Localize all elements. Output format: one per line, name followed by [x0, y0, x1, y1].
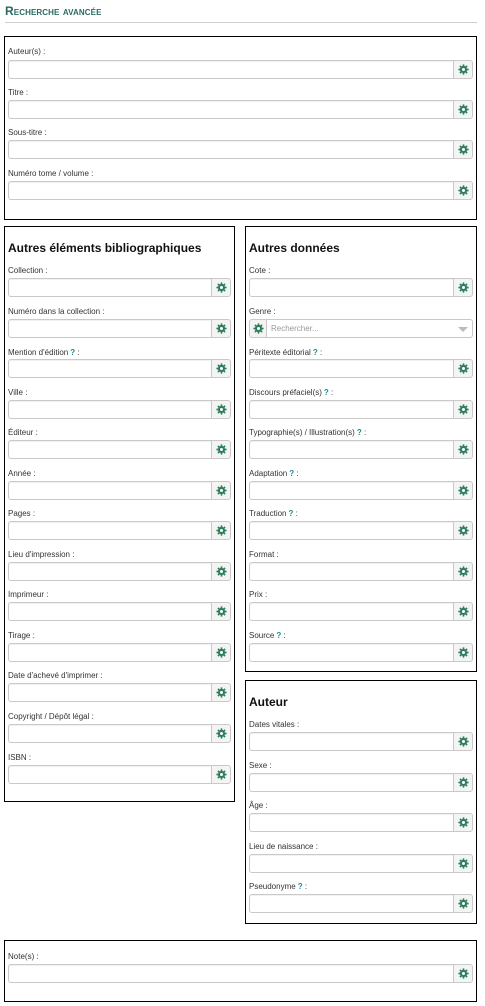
prefatory-discourse-label-text: Discours préfaciel(s)	[249, 388, 322, 397]
volume-number-label: Numéro tome / volume :	[8, 169, 94, 178]
collection-number-field	[8, 319, 231, 338]
adaptation-options-button[interactable]	[453, 481, 473, 500]
print-completion-date-field	[8, 683, 231, 702]
title-input[interactable]	[8, 100, 453, 119]
genre-select[interactable]	[249, 319, 473, 338]
printer-field	[8, 602, 231, 621]
editorial-peritext-label-text: Péritexte éditorial	[249, 348, 311, 357]
printer-options-button[interactable]	[211, 602, 231, 621]
edition-mention-label-text: Mention d'édition	[8, 348, 69, 357]
price-options-button[interactable]	[453, 602, 473, 621]
print-run-field	[8, 643, 231, 662]
prefatory-discourse-options-button[interactable]	[453, 400, 473, 419]
pseudonym-options-button[interactable]	[453, 894, 473, 913]
year-options-button[interactable]	[211, 481, 231, 500]
page-header	[5, 5, 477, 23]
copyright-options-button[interactable]	[211, 724, 231, 743]
print-place-options-button[interactable]	[211, 562, 231, 581]
isbn-input[interactable]	[8, 765, 211, 784]
gear-icon	[458, 485, 469, 496]
adaptation-label-suffix: :	[296, 469, 299, 478]
pages-label: Pages :	[8, 509, 36, 518]
pseudonym-label-text: Pseudonyme	[249, 882, 296, 891]
gear-icon	[458, 647, 469, 658]
isbn-label: ISBN :	[8, 753, 32, 762]
city-field	[8, 400, 231, 419]
edition-mention-options-button[interactable]	[211, 359, 231, 378]
format-options-button[interactable]	[453, 562, 473, 581]
birthplace-input[interactable]	[249, 854, 453, 873]
gear-icon	[458, 898, 469, 909]
title-options-button[interactable]	[453, 100, 473, 119]
edition-mention-help[interactable]: ?	[70, 348, 76, 357]
pages-field	[8, 521, 231, 540]
typography-field	[249, 440, 473, 459]
editorial-peritext-field	[249, 359, 473, 378]
author-input[interactable]	[8, 60, 453, 79]
typography-input[interactable]	[249, 440, 453, 459]
year-label: Année :	[8, 469, 36, 478]
genre-placeholder: Rechercher...	[271, 324, 319, 333]
notes-section	[4, 940, 477, 1002]
typography-label-suffix: :	[363, 428, 367, 437]
year-input[interactable]	[8, 481, 211, 500]
gear-icon	[216, 728, 227, 739]
gear-icon	[458, 566, 469, 577]
gear-icon	[458, 64, 469, 75]
sex-field	[249, 773, 473, 792]
pages-options-button[interactable]	[211, 521, 231, 540]
prefatory-discourse-label	[249, 388, 333, 398]
print-run-input[interactable]	[8, 643, 211, 662]
gear-icon	[216, 404, 227, 415]
publisher-label: Éditeur :	[8, 428, 38, 437]
publisher-input[interactable]	[8, 440, 211, 459]
gear-icon	[253, 323, 264, 334]
typography-options-button[interactable]	[453, 440, 473, 459]
typography-label	[249, 428, 366, 438]
copyright-field	[8, 724, 231, 743]
print-place-label: Lieu d'impression :	[8, 550, 75, 559]
sex-label: Sexe :	[249, 761, 272, 770]
gear-icon	[458, 525, 469, 536]
birthplace-options-button[interactable]	[453, 854, 473, 873]
translation-label-suffix: :	[295, 509, 298, 518]
genre-options-button[interactable]	[249, 319, 267, 338]
gear-icon	[216, 769, 227, 780]
source-input[interactable]	[249, 643, 453, 662]
gear-icon	[216, 525, 227, 536]
call-number-field	[249, 278, 473, 297]
price-label: Prix :	[249, 590, 268, 599]
edition-mention-label-suffix: :	[77, 348, 80, 357]
gear-icon	[458, 104, 469, 115]
print-place-field	[8, 562, 231, 581]
city-label: Ville :	[8, 388, 28, 397]
collection-label: Collection :	[8, 266, 48, 275]
gear-icon	[216, 606, 227, 617]
adaptation-label	[249, 469, 299, 479]
gear-icon	[458, 363, 469, 374]
gear-icon	[458, 404, 469, 415]
translation-help[interactable]: ?	[288, 509, 294, 518]
translation-label	[249, 509, 298, 519]
city-input[interactable]	[8, 400, 211, 419]
adaptation-input[interactable]	[249, 481, 453, 500]
pseudonym-input[interactable]	[249, 894, 453, 913]
pseudonym-label-suffix: :	[304, 882, 308, 891]
notes-options-button[interactable]	[453, 964, 473, 983]
print-run-options-button[interactable]	[211, 643, 231, 662]
volume-number-field	[8, 181, 473, 200]
isbn-field	[8, 765, 231, 784]
birthplace-label: Lieu de naissance :	[249, 842, 318, 851]
gear-icon	[216, 323, 227, 334]
editorial-peritext-options-button[interactable]	[453, 359, 473, 378]
source-label-suffix: :	[283, 631, 286, 640]
author-field	[8, 60, 473, 79]
age-label: Âge :	[249, 801, 268, 810]
source-label-text: Source	[249, 631, 275, 640]
life-dates-options-button[interactable]	[453, 732, 473, 751]
print-place-input[interactable]	[8, 562, 211, 581]
volume-number-options-button[interactable]	[453, 181, 473, 200]
sex-input[interactable]	[249, 773, 453, 792]
gear-icon	[216, 687, 227, 698]
gear-icon	[216, 444, 227, 455]
title-field	[8, 100, 473, 119]
pseudonym-label	[249, 882, 307, 892]
main-fields-section	[4, 36, 477, 220]
editorial-peritext-help[interactable]: ?	[312, 348, 318, 357]
volume-number-input[interactable]	[8, 181, 453, 200]
call-number-input[interactable]	[249, 278, 453, 297]
gear-icon	[458, 144, 469, 155]
author-section	[245, 680, 477, 924]
copyright-input[interactable]	[8, 724, 211, 743]
typography-label-text: Typographie(s) / Illustration(s)	[249, 428, 355, 437]
format-field	[249, 562, 473, 581]
collection-number-input[interactable]	[8, 319, 211, 338]
collection-number-label: Numéro dans la collection :	[8, 307, 105, 316]
gear-icon	[458, 736, 469, 747]
prefatory-discourse-help[interactable]: ?	[323, 388, 329, 397]
genre-search-input[interactable]	[266, 319, 473, 338]
life-dates-field	[249, 732, 473, 751]
year-field	[8, 481, 231, 500]
gear-icon	[216, 485, 227, 496]
gear-icon	[216, 282, 227, 293]
print-completion-date-label: Date d'achevé d'imprimer :	[8, 671, 103, 680]
prefatory-discourse-label-suffix: :	[331, 388, 334, 397]
publisher-field	[8, 440, 231, 459]
price-field	[249, 602, 473, 621]
pseudonym-field	[249, 894, 473, 913]
printer-label: Imprimeur :	[8, 590, 49, 599]
typography-help[interactable]: ?	[356, 428, 362, 437]
notes-input[interactable]	[8, 964, 453, 983]
title-label: Titre :	[8, 88, 29, 97]
subtitle-options-button[interactable]	[453, 140, 473, 159]
edition-mention-input[interactable]	[8, 359, 211, 378]
source-options-button[interactable]	[453, 643, 473, 662]
author-options-button[interactable]	[453, 60, 473, 79]
source-field	[249, 643, 473, 662]
format-label: Format :	[249, 550, 279, 559]
editorial-peritext-label-suffix: :	[319, 348, 323, 357]
pseudonym-help[interactable]: ?	[297, 882, 303, 891]
biblio-heading: Autres éléments bibliographiques	[8, 241, 202, 255]
gear-icon	[216, 566, 227, 577]
call-number-label: Cote :	[249, 266, 271, 275]
edition-mention-field	[8, 359, 231, 378]
gear-icon	[216, 647, 227, 658]
birthplace-field	[249, 854, 473, 873]
collection-options-button[interactable]	[211, 278, 231, 297]
price-input[interactable]	[249, 602, 453, 621]
prefatory-discourse-field	[249, 400, 473, 419]
pages-input[interactable]	[8, 521, 211, 540]
age-input[interactable]	[249, 813, 453, 832]
chevron-down-icon[interactable]	[458, 327, 468, 332]
collection-field	[8, 278, 231, 297]
format-input[interactable]	[249, 562, 453, 581]
subtitle-field	[8, 140, 473, 159]
gear-icon	[458, 282, 469, 293]
translation-label-text: Traduction	[249, 509, 287, 518]
biblio-section	[4, 226, 235, 802]
editorial-peritext-input[interactable]	[249, 359, 453, 378]
gear-icon	[458, 817, 469, 828]
prefatory-discourse-input[interactable]	[249, 400, 453, 419]
translation-input[interactable]	[249, 521, 453, 540]
life-dates-label: Dates vitales :	[249, 720, 300, 729]
edition-mention-label	[8, 348, 80, 358]
gear-icon	[458, 444, 469, 455]
subtitle-label: Sous-titre :	[8, 128, 47, 137]
collection-number-options-button[interactable]	[211, 319, 231, 338]
life-dates-input[interactable]	[249, 732, 453, 751]
author-label: Auteur(s) :	[8, 47, 46, 56]
adaptation-field	[249, 481, 473, 500]
gear-icon	[458, 606, 469, 617]
gear-icon	[458, 858, 469, 869]
collection-input[interactable]	[8, 278, 211, 297]
age-field	[249, 813, 473, 832]
gear-icon	[216, 363, 227, 374]
translation-options-button[interactable]	[453, 521, 473, 540]
editorial-peritext-label	[249, 348, 322, 358]
age-options-button[interactable]	[453, 813, 473, 832]
publisher-options-button[interactable]	[211, 440, 231, 459]
isbn-options-button[interactable]	[211, 765, 231, 784]
source-help[interactable]: ?	[276, 631, 282, 640]
call-number-options-button[interactable]	[453, 278, 473, 297]
genre-label: Genre :	[249, 307, 276, 316]
other-data-section	[245, 226, 477, 672]
other-data-heading: Autres données	[249, 241, 340, 255]
printer-input[interactable]	[8, 602, 211, 621]
sex-options-button[interactable]	[453, 773, 473, 792]
subtitle-input[interactable]	[8, 140, 453, 159]
print-run-label: Tirage :	[8, 631, 35, 640]
print-completion-date-options-button[interactable]	[211, 683, 231, 702]
copyright-label: Copyright / Dépôt légal :	[8, 712, 94, 721]
notes-field	[8, 964, 473, 983]
translation-field	[249, 521, 473, 540]
adaptation-label-text: Adaptation	[249, 469, 288, 478]
gear-icon	[458, 777, 469, 788]
author-heading: Auteur	[249, 695, 288, 709]
source-label	[249, 631, 286, 641]
adaptation-help[interactable]: ?	[289, 469, 295, 478]
city-options-button[interactable]	[211, 400, 231, 419]
gear-icon	[458, 968, 469, 979]
print-completion-date-input[interactable]	[8, 683, 211, 702]
notes-label: Note(s) :	[8, 952, 39, 961]
gear-icon	[458, 185, 469, 196]
page-title: Recherche avancée	[5, 4, 102, 18]
